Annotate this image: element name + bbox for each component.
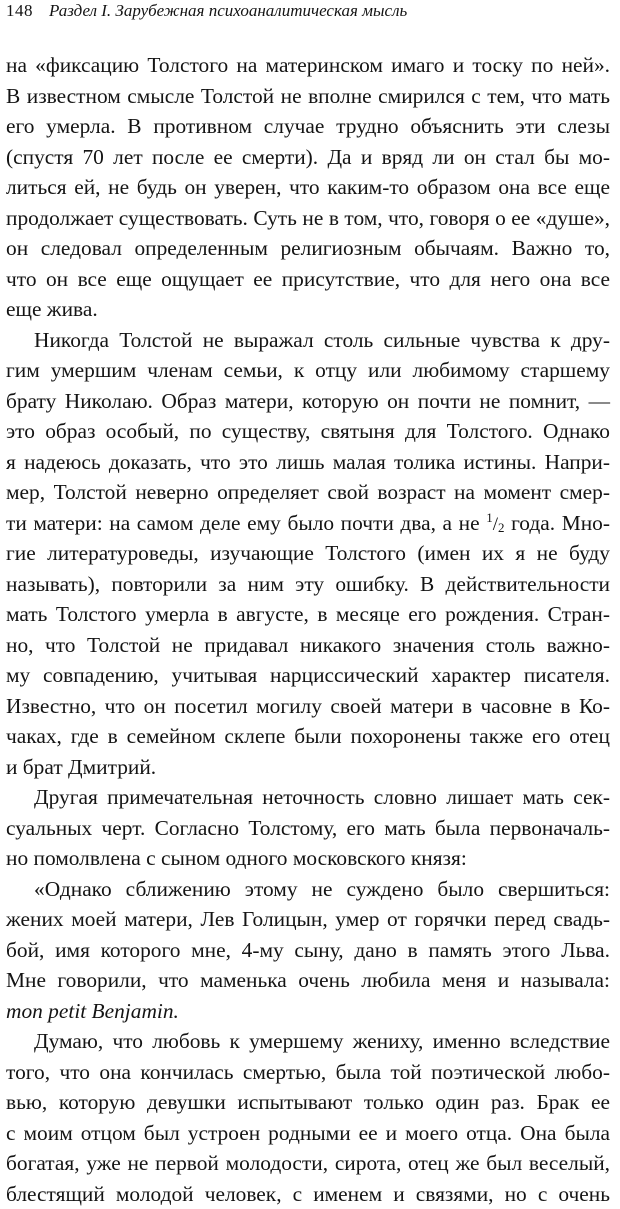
- text-line: на «фиксацию Толстого на материнском имаго и тоску по ней».: [6, 50, 610, 81]
- line-text-before-fraction: ти матери: на самом деле ему было почти два, а не: [6, 511, 486, 535]
- text-line: гие литературоведы, изучающие Толстого (имен их я не буду: [6, 538, 610, 569]
- text-line: он следовал определенным религиозным обычаям. Важно то,: [6, 233, 610, 264]
- quote-line: Думаю, что любовь к умершему жениху, именно вследствие: [6, 1026, 610, 1057]
- fraction-slash: /: [493, 514, 498, 535]
- text-line: суальных черт. Согласно Толстому, его мать была первоначаль-: [6, 813, 610, 844]
- quote-line: вью, которую девушки испытывают только один раз. Брак ее: [6, 1087, 610, 1118]
- text-line: му совпадению, учитывая нарциссический характер писателя.: [6, 660, 610, 691]
- quote-line: бой, имя которого мне, 4-му сыну, дано в память этого Льва.: [6, 935, 610, 966]
- text-line: его умерла. В противном случае трудно объяснить эти слезы: [6, 111, 610, 142]
- text-line: но, что Толстой не придавал никакого значения столь важно-: [6, 630, 610, 661]
- quote-line: жених моей матери, Лев Голицын, умер от горячки перед свадь-: [6, 904, 610, 935]
- text-line: еще жива.: [6, 294, 610, 325]
- text-line: продолжает существовать. Суть не в том, что, говоря о ее «душе»,: [6, 203, 610, 234]
- quote-line: с моим отцом был устроен родными ее и моего отца. Она была: [6, 1118, 610, 1149]
- text-line: я надеюсь доказать, что это лишь малая толика истины. Напри-: [6, 447, 610, 478]
- text-line: брату Николаю. Образ матери, которую он почти не помнит, —: [6, 386, 610, 417]
- quote-line: того, что она кончилась смертью, была той поэтической любо-: [6, 1057, 610, 1088]
- text-line: Известно, что он посетил могилу своей матери в часовне в Ко-: [6, 691, 610, 722]
- text-line-with-fraction: [6, 508, 610, 539]
- italic-phrase: mon petit Benjamin.: [6, 999, 179, 1023]
- text-line: гим умершим членам семьи, к отцу или любимому старшему: [6, 355, 610, 386]
- text-line: В известном смысле Толстой не вполне смирился с тем, что мать: [6, 81, 610, 112]
- running-head: [6, 0, 407, 22]
- text-line: литься ей, не будь он уверен, что каким-то образом она все еще: [6, 172, 610, 203]
- text-line: что он все еще ощущает ее присутствие, что для него она все: [6, 264, 610, 295]
- quote-line-italic: [6, 996, 610, 1027]
- text-line: это образ особый, по существу, святыня для Толстого. Однако: [6, 416, 610, 447]
- text-line: мер, Толстой неверно определяет свой возраст на момент смер-: [6, 477, 610, 508]
- quote-line: «Однако сближению этому не суждено было свершиться:: [6, 874, 610, 905]
- text-line: и брат Дмитрий.: [6, 752, 610, 783]
- quote-line: блестящий молодой человек, с именем и связями, но с очень: [6, 1179, 610, 1209]
- body-text: [6, 50, 610, 1209]
- line-text-after-fraction: года. Мно-: [504, 511, 610, 535]
- fraction-numerator: 1: [486, 510, 493, 525]
- text-line: но помолвлена с сыном одного московского князя:: [6, 843, 610, 874]
- fraction: [486, 508, 504, 542]
- quote-line: Мне говорили, что маменька очень любила меня и называла:: [6, 965, 610, 996]
- text-line: называть), повторили за ним эту ошибку. В действительности: [6, 569, 610, 600]
- text-line: чаках, где в семейном склепе были похоронены также его отец: [6, 721, 610, 752]
- text-line: Никогда Толстой не выражал столь сильные чувства к дру-: [6, 325, 610, 356]
- quote-line: богатая, уже не первой молодости, сирота, отец же был веселый,: [6, 1148, 610, 1179]
- page-number: 148: [6, 1, 33, 20]
- text-line: (спустя 70 лет после ее смерти). Да и вряд ли он стал бы мо-: [6, 142, 610, 173]
- fraction-denominator: 2: [498, 520, 505, 535]
- running-head-title: Раздел I. Зарубежная психоаналитическая мысль: [49, 1, 407, 20]
- text-line: Другая примечательная неточность словно лишает мать сек-: [6, 782, 610, 813]
- text-line: мать Толстого умерла в августе, в месяце его рождения. Стран-: [6, 599, 610, 630]
